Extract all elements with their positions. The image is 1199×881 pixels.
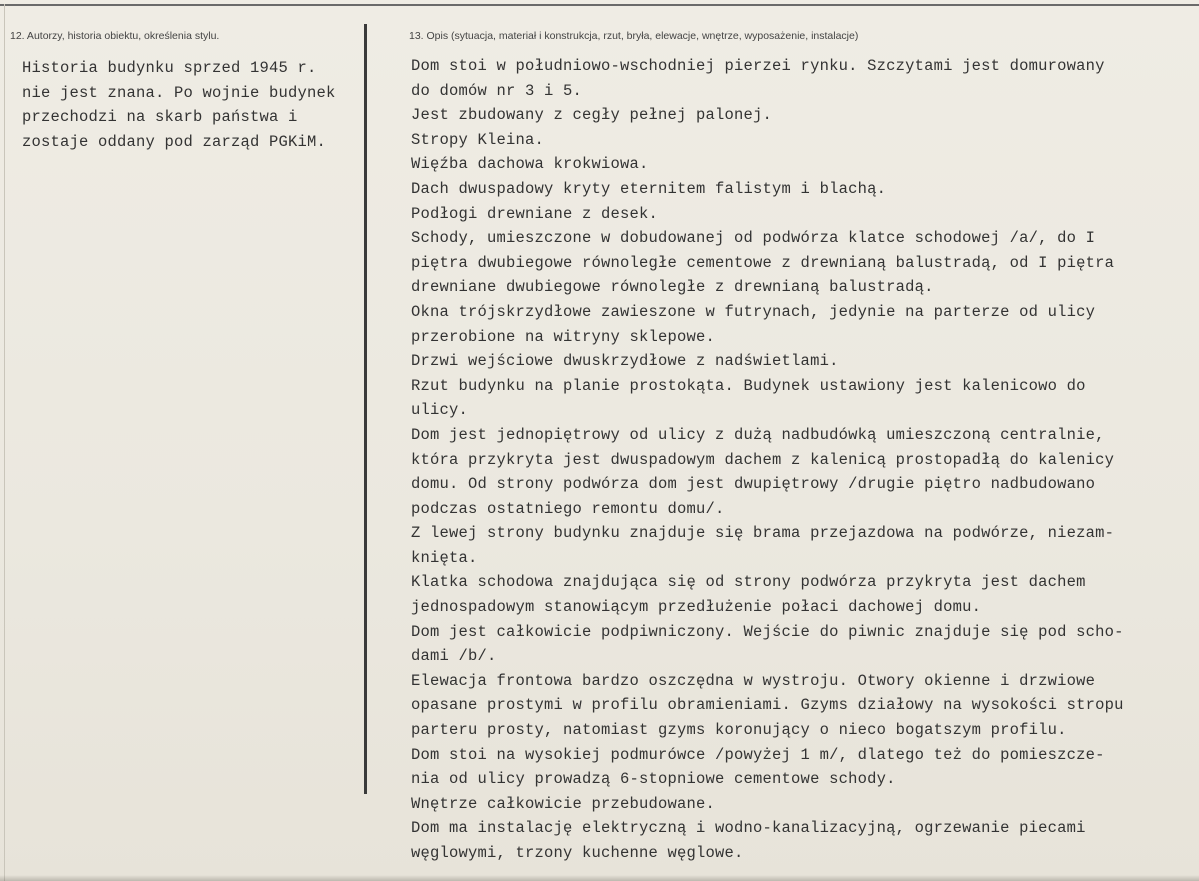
typed-line: Drzwi wejściowe dwuskrzydłowe z nadświetlami. [411, 352, 839, 371]
typed-line: przerobione na witryny sklepowe. [411, 327, 716, 346]
bottom-edge-shadow [0, 875, 1199, 881]
typed-line: piętra dwubiegowe równoległe cementowe z drewnianą balustradą, od I piętra [411, 253, 1115, 272]
typed-line: Z lewej strony budynku znajduje się brama przejazdowa na podwórze, niezam- [411, 524, 1115, 543]
typed-line: Schody, umieszczone w dobudowanej od podwórza klatce schodowej /a/, do I [411, 229, 1096, 248]
left-edge-line [4, 4, 5, 881]
typed-line: dami /b/. [411, 647, 497, 666]
typed-line: która przykryta jest dwuspadowym dachem z kalenicą prostopadłą do kalenicy [411, 450, 1115, 469]
typed-line: zostaje oddany pod zarząd PGKiM. [22, 132, 327, 151]
typed-line: Podłogi drewniane z desek. [411, 204, 659, 223]
typed-line: Dom stoi na wysokiej podmurówce /powyżej 1 m/, dlatego też do pomieszcze- [411, 745, 1105, 764]
typed-line: Więźba dachowa krokwiowa. [411, 155, 649, 174]
typed-line: jednospadowym stanowiącym przedłużenie połaci dachowej domu. [411, 598, 982, 617]
typed-line: węglowymi, trzony kuchenne węglowe. [411, 844, 744, 862]
column-divider [364, 24, 367, 794]
typed-line: nie jest znana. Po wojnie budynek [22, 83, 336, 102]
typed-line: Dom stoi w południowo-wschodniej pierzei rynku. Szczytami jest domurowany [411, 57, 1105, 75]
typed-line: nia od ulicy prowadzą 6-stopniowe cementowe schody. [411, 770, 896, 789]
typed-line: opasane prostymi w profilu obramieniami. Gzyms działowy na wysokości stropu [411, 696, 1124, 715]
typed-line: Okna trójskrzydłowe zawieszone w futrynach, jedynie na parterze od ulicy [411, 302, 1096, 321]
typed-line: Historia budynku sprzed 1945 r. [22, 59, 317, 77]
typed-line: parteru prosty, natomiast gzyms koronujący o nieco bogatszym profilu. [411, 721, 1067, 740]
typed-line: domu. Od strony podwórza dom jest dwupiętrowy /drugie piętro nadbudowano [411, 475, 1096, 494]
typed-line: Elewacja frontowa bardzo oszczędna w wystroju. Otwory okienne i drzwiowe [411, 671, 1096, 690]
typed-line: Dom jest jednopiętrowy od ulicy z dużą nadbudówką umieszczoną centralnie, [411, 425, 1105, 444]
history-text [22, 56, 336, 154]
typed-line: przechodzi na skarb państwa i [22, 108, 298, 127]
typed-line: knięta. [411, 548, 478, 567]
typed-line: Klatka schodowa znajdująca się od strony podwórza przykryta jest dachem [411, 573, 1086, 592]
typed-line: drewniane dwubiegowe równoległe z drewnianą balustradą. [411, 278, 934, 297]
top-rule [0, 4, 1199, 6]
typed-line: Dom jest całkowicie podpiwniczony. Wejście do piwnic znajduje się pod scho- [411, 622, 1124, 641]
typed-line: ulicy. [411, 401, 469, 420]
section-12-header: 12. Autorzy, historia obiektu, określenia stylu. [10, 30, 220, 42]
description-text [411, 54, 1124, 866]
section-13-header: 13. Opis (sytuacja, materiał i konstrukcja, rzut, bryła, elewacje, wnętrze, wyposażenie, instalacje) [409, 30, 859, 42]
typed-line: Dach dwuspadowy kryty eternitem falistym i blachą. [411, 179, 887, 198]
typed-line: Stropy Kleina. [411, 130, 545, 149]
typed-line: Wnętrze całkowicie przebudowane. [411, 794, 716, 813]
typed-line: Jest zbudowany z cegły pełnej palonej. [411, 106, 773, 125]
typed-line: podczas ostatniego remontu domu/. [411, 499, 725, 518]
typed-line: do domów nr 3 i 5. [411, 81, 583, 100]
typed-line: Dom ma instalację elektryczną i wodno-kanalizacyjną, ogrzewanie piecami [411, 819, 1086, 838]
typed-line: Rzut budynku na planie prostokąta. Budynek ustawiony jest kalenicowo do [411, 376, 1086, 395]
